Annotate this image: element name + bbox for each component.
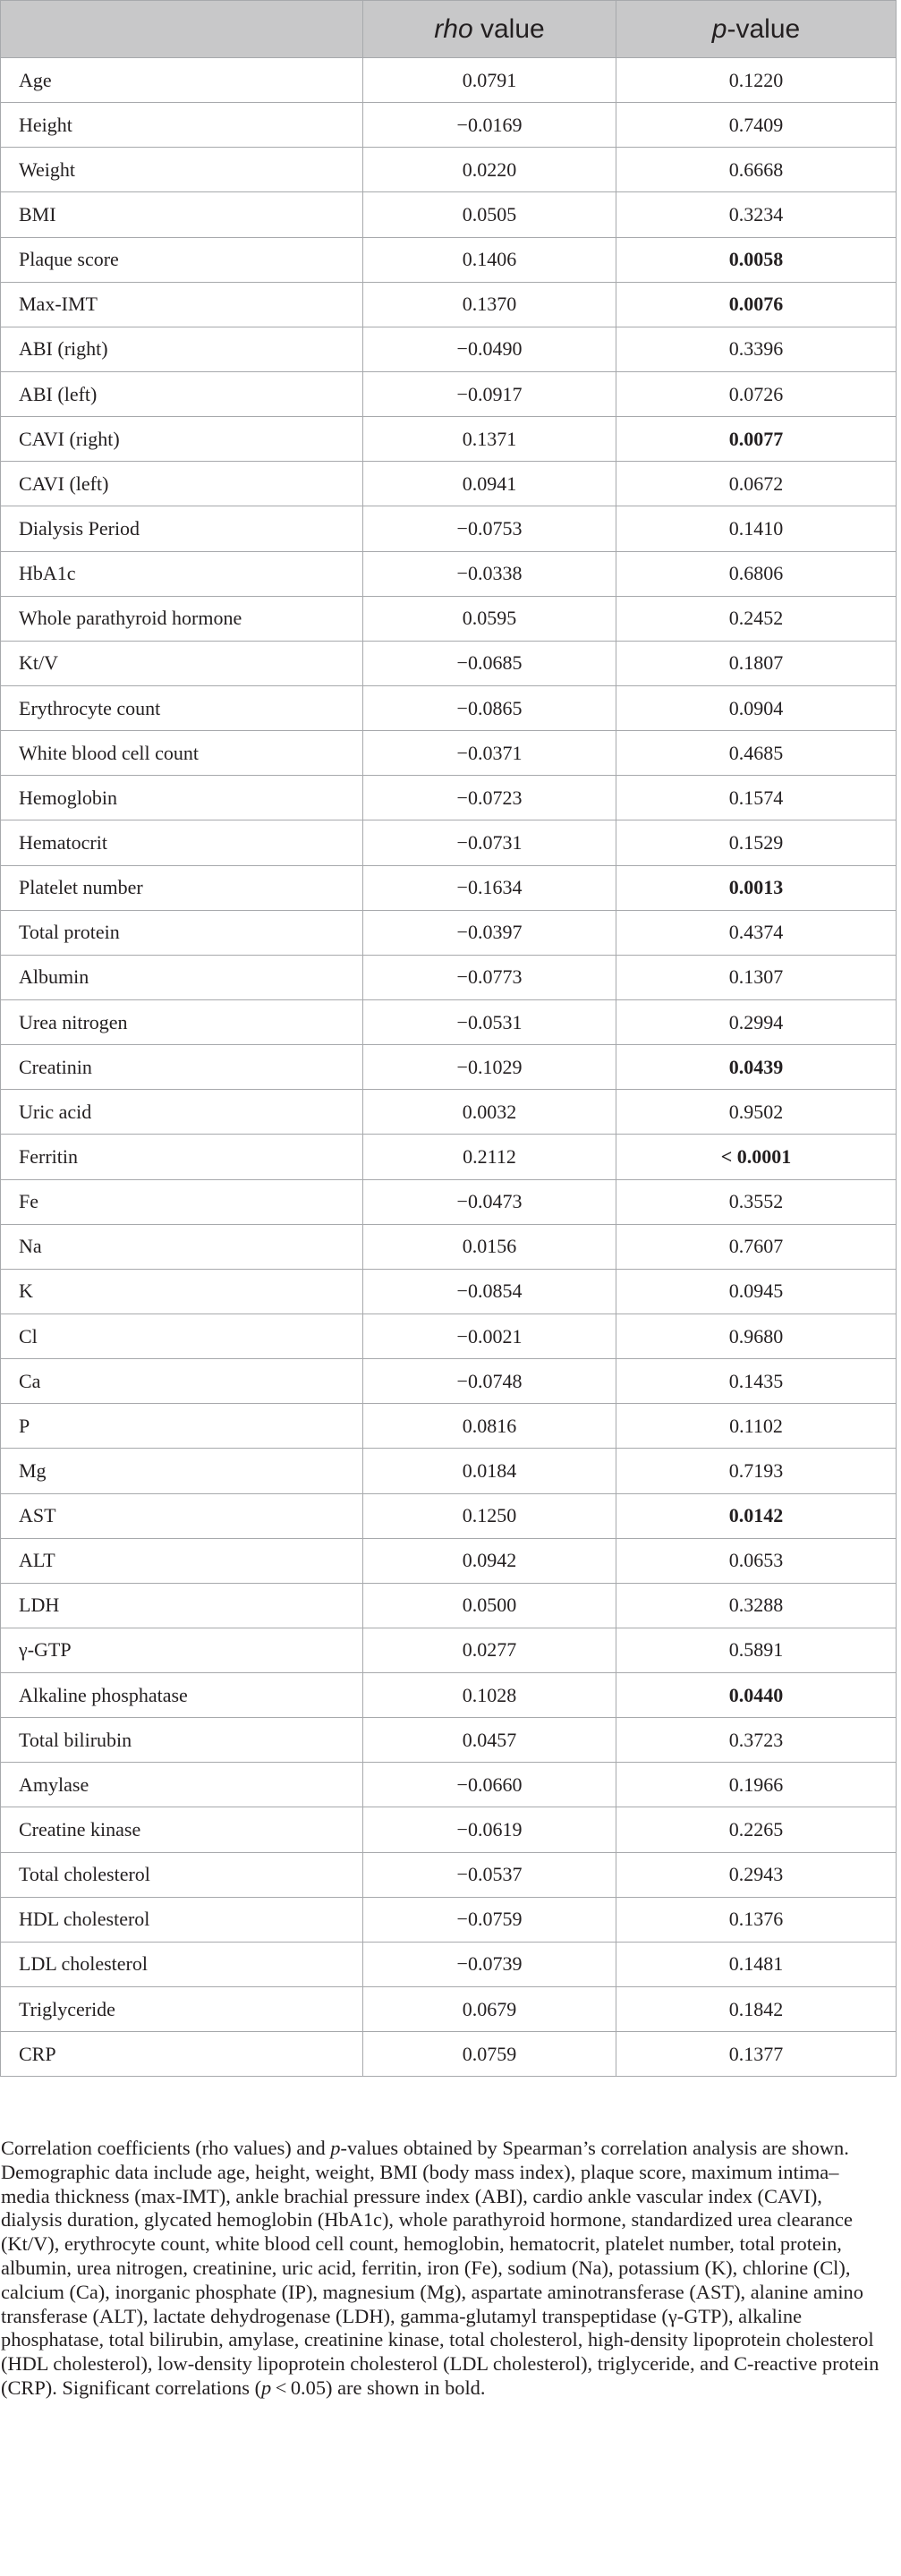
cell-variable: CAVI (right) — [1, 417, 363, 462]
cell-rho-value: 0.0032 — [363, 1090, 616, 1135]
header-rho-value — [363, 1, 616, 58]
table-header — [1, 1, 897, 58]
cell-p-value: 0.7607 — [616, 1224, 897, 1269]
cell-rho-value: 0.0679 — [363, 1987, 616, 2032]
cell-rho-value: −0.0865 — [363, 685, 616, 730]
cell-variable: Height — [1, 103, 363, 148]
table-row — [1, 685, 897, 730]
cell-variable: Na — [1, 1224, 363, 1269]
cell-rho-value: −0.1634 — [363, 865, 616, 910]
cell-rho-value: 0.0500 — [363, 1583, 616, 1628]
cell-variable: AST — [1, 1493, 363, 1538]
cell-variable: Total bilirubin — [1, 1718, 363, 1763]
cell-p-value: 0.0945 — [616, 1269, 897, 1314]
cell-p-value: 0.1435 — [616, 1359, 897, 1404]
cell-variable: Ferritin — [1, 1135, 363, 1179]
cell-variable: CRP — [1, 2032, 363, 2077]
cell-rho-value: −0.0531 — [363, 999, 616, 1044]
cell-rho-value: −0.0371 — [363, 731, 616, 776]
cell-p-value: 0.0726 — [616, 371, 897, 416]
cell-p-value: 0.1807 — [616, 641, 897, 685]
cell-p-value: 0.1574 — [616, 776, 897, 820]
cell-p-value: 0.0439 — [616, 1045, 897, 1090]
cell-rho-value: −0.0473 — [363, 1179, 616, 1224]
header-variable — [1, 1, 363, 58]
table-row — [1, 2032, 897, 2077]
cell-variable: HbA1c — [1, 551, 363, 596]
cell-p-value: 0.6668 — [616, 148, 897, 192]
cell-rho-value: 0.0505 — [363, 192, 616, 237]
cell-variable: ALT — [1, 1538, 363, 1583]
cell-p-value: 0.0142 — [616, 1493, 897, 1538]
cell-p-value: 0.0077 — [616, 417, 897, 462]
cell-variable: Whole parathyroid hormone — [1, 596, 363, 641]
cell-variable: Platelet number — [1, 865, 363, 910]
table-row — [1, 1359, 897, 1404]
cell-rho-value: 0.0220 — [363, 148, 616, 192]
table-row — [1, 865, 897, 910]
cell-p-value: 0.7193 — [616, 1449, 897, 1493]
cell-rho-value: 0.0759 — [363, 2032, 616, 2077]
cell-variable: Amylase — [1, 1763, 363, 1807]
table-row — [1, 1628, 897, 1672]
cell-variable: Alkaline phosphatase — [1, 1673, 363, 1718]
table-row — [1, 1135, 897, 1179]
table-row — [1, 596, 897, 641]
cell-variable: γ-GTP — [1, 1628, 363, 1672]
cell-p-value: 0.1842 — [616, 1987, 897, 2032]
table-row — [1, 371, 897, 416]
cell-variable: LDL cholesterol — [1, 1942, 363, 1986]
cell-rho-value: −0.0537 — [363, 1852, 616, 1897]
cell-rho-value: −0.0660 — [363, 1763, 616, 1807]
footnote-part1: Correlation coefficients (rho values) and — [1, 2137, 331, 2159]
cell-p-value: 0.1410 — [616, 506, 897, 551]
cell-variable: Triglyceride — [1, 1987, 363, 2032]
cell-variable: Plaque score — [1, 237, 363, 282]
table-row — [1, 1987, 897, 2032]
cell-rho-value: −0.0685 — [363, 641, 616, 685]
header-p-rest: -value — [727, 13, 801, 44]
table-footnote — [1, 2137, 887, 2401]
table-row — [1, 237, 897, 282]
cell-p-value: 0.6806 — [616, 551, 897, 596]
cell-variable: BMI — [1, 192, 363, 237]
cell-p-value: 0.1220 — [616, 58, 897, 103]
cell-p-value: 0.0440 — [616, 1673, 897, 1718]
cell-p-value: 0.1966 — [616, 1763, 897, 1807]
table-row — [1, 327, 897, 371]
cell-variable: Total cholesterol — [1, 1852, 363, 1897]
table-row — [1, 1179, 897, 1224]
table-row — [1, 776, 897, 820]
cell-rho-value: 0.1406 — [363, 237, 616, 282]
cell-p-value: 0.1481 — [616, 1942, 897, 1986]
cell-variable: Dialysis Period — [1, 506, 363, 551]
cell-variable: Hemoglobin — [1, 776, 363, 820]
cell-p-value: 0.0672 — [616, 462, 897, 506]
cell-p-value: 0.9502 — [616, 1090, 897, 1135]
footnote-part2: -values obtained by Spearman’s correlation analysis are shown. Demographic data include age, height, weight, BMI (body mass index), plaque score, maximum intima–media thickness (max-IMT), ankle brachial pressure index (ABI), cardio ankle vascular index (CAVI), dialysis duration, glycated hemoglobin (HbA1c), whole parathyroid hormone, standardized urea clearance (Kt/V), erythrocyte count, white blood cell count, hemoglobin, hematocrit, platelet number, total protein, albumin, urea nitrogen, creatinine, uric acid, ferritin, iron (Fe), sodium (Na), potassium (K), chlorine (Cl), calcium (Ca), inorganic phosphate (IP), magnesium (Mg), aspartate aminotransferase (AST), alanine amino transferase (ALT), lactate dehydrogenase (LDH), gamma-glutamyl transpeptidase (γ-GTP), alkaline phosphatase, total bilirubin, amylase, creatinine kinase, total cholesterol, high-density lipoprotein cholesterol (HDL cholesterol), low-density lipoprotein cholesterol (LDL cholesterol), triglyceride, and C-reactive protein (CRP). Significant correlations ( — [1, 2137, 880, 2399]
table-row — [1, 506, 897, 551]
cell-rho-value: 0.0457 — [363, 1718, 616, 1763]
table-row — [1, 641, 897, 685]
cell-rho-value: −0.0338 — [363, 551, 616, 596]
table-row — [1, 910, 897, 955]
cell-rho-value: 0.0277 — [363, 1628, 616, 1672]
cell-rho-value: 0.0184 — [363, 1449, 616, 1493]
cell-p-value: 0.2943 — [616, 1852, 897, 1897]
cell-rho-value: −0.0753 — [363, 506, 616, 551]
cell-variable: Fe — [1, 1179, 363, 1224]
cell-rho-value: 0.0942 — [363, 1538, 616, 1583]
table-row — [1, 1045, 897, 1090]
cell-variable: Max-IMT — [1, 282, 363, 327]
header-rho-italic: rho — [434, 13, 473, 44]
cell-variable: Total protein — [1, 910, 363, 955]
cell-rho-value: 0.0595 — [363, 596, 616, 641]
table-row — [1, 58, 897, 103]
cell-p-value: 0.3396 — [616, 327, 897, 371]
cell-p-value: 0.1529 — [616, 820, 897, 865]
header-p-value — [616, 1, 897, 58]
cell-rho-value: 0.2112 — [363, 1135, 616, 1179]
footnote-p-italic-2: p — [261, 2376, 272, 2399]
cell-rho-value: 0.0816 — [363, 1404, 616, 1449]
cell-variable: P — [1, 1404, 363, 1449]
footnote-part3: < 0.05) are shown in bold. — [271, 2376, 486, 2399]
table-row — [1, 148, 897, 192]
table-row — [1, 1718, 897, 1763]
cell-rho-value: 0.0941 — [363, 462, 616, 506]
cell-variable: Creatinin — [1, 1045, 363, 1090]
table-row — [1, 417, 897, 462]
table-row — [1, 1269, 897, 1314]
cell-variable: Weight — [1, 148, 363, 192]
table-row — [1, 999, 897, 1044]
cell-variable: ABI (left) — [1, 371, 363, 416]
cell-p-value: 0.1376 — [616, 1897, 897, 1942]
cell-rho-value: −0.0917 — [363, 371, 616, 416]
table-row — [1, 1538, 897, 1583]
cell-variable: CAVI (left) — [1, 462, 363, 506]
table-row — [1, 1807, 897, 1852]
cell-variable: Ca — [1, 1359, 363, 1404]
cell-rho-value: −0.0021 — [363, 1314, 616, 1358]
cell-p-value: 0.1307 — [616, 955, 897, 999]
table-row — [1, 1942, 897, 1986]
cell-p-value: 0.3234 — [616, 192, 897, 237]
cell-variable: Kt/V — [1, 641, 363, 685]
cell-rho-value: 0.0791 — [363, 58, 616, 103]
cell-p-value: 0.3288 — [616, 1583, 897, 1628]
cell-rho-value: 0.1370 — [363, 282, 616, 327]
cell-rho-value: 0.1028 — [363, 1673, 616, 1718]
cell-p-value: 0.1102 — [616, 1404, 897, 1449]
cell-p-value: 0.3552 — [616, 1179, 897, 1224]
table-row — [1, 1583, 897, 1628]
cell-variable: White blood cell count — [1, 731, 363, 776]
cell-rho-value: −0.0748 — [363, 1359, 616, 1404]
table-row — [1, 551, 897, 596]
cell-p-value: 0.2994 — [616, 999, 897, 1044]
table-row — [1, 1449, 897, 1493]
cell-p-value: 0.9680 — [616, 1314, 897, 1358]
table-row — [1, 1314, 897, 1358]
cell-p-value: 0.4685 — [616, 731, 897, 776]
cell-rho-value: −0.0731 — [363, 820, 616, 865]
cell-rho-value: −0.0619 — [363, 1807, 616, 1852]
cell-p-value: 0.0904 — [616, 685, 897, 730]
cell-p-value: 0.2452 — [616, 596, 897, 641]
cell-rho-value: 0.0156 — [363, 1224, 616, 1269]
cell-variable: HDL cholesterol — [1, 1897, 363, 1942]
cell-variable: Erythrocyte count — [1, 685, 363, 730]
cell-p-value: 0.7409 — [616, 103, 897, 148]
cell-rho-value: −0.0490 — [363, 327, 616, 371]
table-body — [1, 58, 897, 2077]
cell-variable: Uric acid — [1, 1090, 363, 1135]
table-row — [1, 820, 897, 865]
cell-p-value: 0.5891 — [616, 1628, 897, 1672]
table-row — [1, 1763, 897, 1807]
cell-rho-value: −0.0854 — [363, 1269, 616, 1314]
cell-p-value: 0.4374 — [616, 910, 897, 955]
cell-rho-value: −0.0773 — [363, 955, 616, 999]
header-row — [1, 1, 897, 58]
cell-rho-value: −0.0397 — [363, 910, 616, 955]
table-row — [1, 1090, 897, 1135]
table-row — [1, 955, 897, 999]
cell-rho-value: −0.0723 — [363, 776, 616, 820]
cell-rho-value: −0.1029 — [363, 1045, 616, 1090]
cell-p-value: 0.1377 — [616, 2032, 897, 2077]
cell-variable: Urea nitrogen — [1, 999, 363, 1044]
cell-variable: Albumin — [1, 955, 363, 999]
cell-p-value: < 0.0001 — [616, 1135, 897, 1179]
header-rho-rest: value — [472, 13, 545, 44]
table-row — [1, 1852, 897, 1897]
cell-p-value: 0.3723 — [616, 1718, 897, 1763]
footnote-p-italic-1: p — [330, 2137, 341, 2159]
cell-p-value: 0.0076 — [616, 282, 897, 327]
table-row — [1, 1493, 897, 1538]
header-p-italic: p — [711, 13, 727, 44]
table-row — [1, 1897, 897, 1942]
cell-variable: Cl — [1, 1314, 363, 1358]
cell-rho-value: −0.0759 — [363, 1897, 616, 1942]
table-row — [1, 282, 897, 327]
cell-p-value: 0.2265 — [616, 1807, 897, 1852]
cell-variable: Age — [1, 58, 363, 103]
cell-rho-value: −0.0739 — [363, 1942, 616, 1986]
cell-variable: Creatine kinase — [1, 1807, 363, 1852]
table-row — [1, 1224, 897, 1269]
cell-variable: Mg — [1, 1449, 363, 1493]
table-row — [1, 1404, 897, 1449]
cell-variable: LDH — [1, 1583, 363, 1628]
table-row — [1, 103, 897, 148]
table-row — [1, 731, 897, 776]
cell-rho-value: 0.1371 — [363, 417, 616, 462]
cell-p-value: 0.0013 — [616, 865, 897, 910]
cell-variable: Hematocrit — [1, 820, 363, 865]
table-row — [1, 462, 897, 506]
cell-variable: ABI (right) — [1, 327, 363, 371]
cell-variable: K — [1, 1269, 363, 1314]
table-row — [1, 192, 897, 237]
cell-p-value: 0.0058 — [616, 237, 897, 282]
cell-rho-value: 0.1250 — [363, 1493, 616, 1538]
table-row — [1, 1673, 897, 1718]
cell-p-value: 0.0653 — [616, 1538, 897, 1583]
cell-rho-value: −0.0169 — [363, 103, 616, 148]
